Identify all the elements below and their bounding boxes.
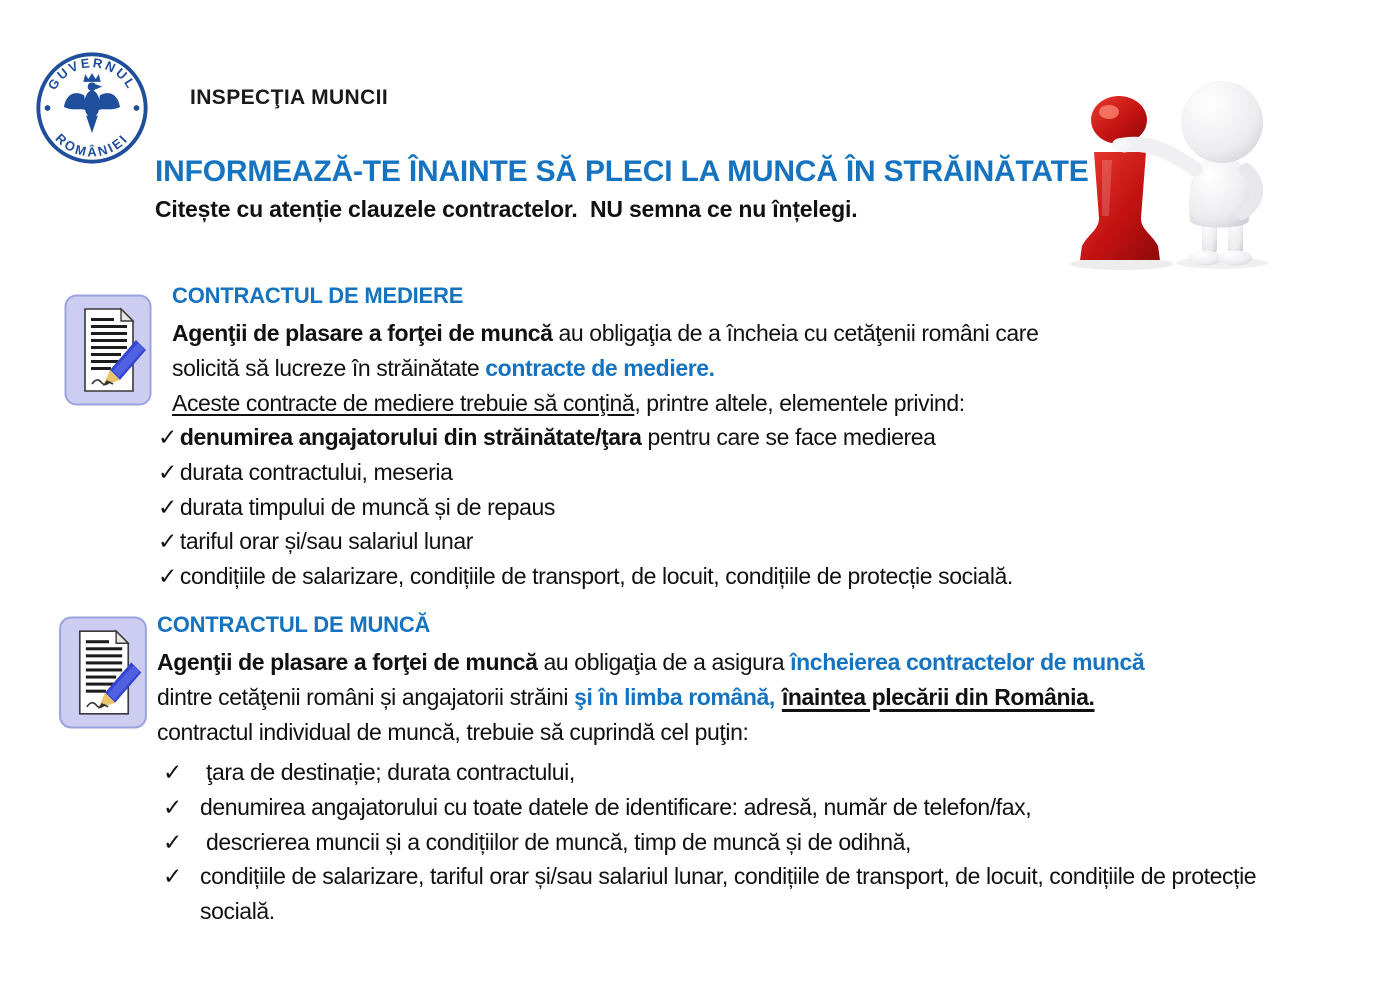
page-title: INFORMEAZĂ-TE ÎNAINTE SĂ PLECI LA MUNCĂ ÎN STRĂINĂTATE xyxy=(155,155,1089,188)
munca-term-link-b: şi în limba română, xyxy=(574,683,775,710)
logo-text-top: GUVERNUL xyxy=(44,55,140,93)
check-icon: ✓ xyxy=(163,759,182,786)
check-icon: ✓ xyxy=(163,793,182,820)
check-icon: ✓ xyxy=(163,828,182,855)
checklist-item: ✓ descrierea muncii și a condițiilor de muncă, timp de muncă și de odihnă, xyxy=(157,825,1325,860)
check-icon: ✓ xyxy=(163,863,182,890)
signed-document-icon xyxy=(64,294,152,406)
munca-intro-line2: dintre cetăţenii români și angajatorii străini xyxy=(157,683,575,710)
check-icon: ✓ xyxy=(158,424,177,451)
check-icon: ✓ xyxy=(158,493,177,520)
check-icon: ✓ xyxy=(158,458,177,485)
org-name: INSPECŢIA MUNCII xyxy=(190,86,389,109)
section-heading-mediere: CONTRACTUL DE MEDIERE xyxy=(172,283,464,308)
logo-dot-right xyxy=(134,105,140,111)
mediere-intro-rest: au obligaţia de a încheia cu cetăţenii români care xyxy=(552,320,1039,346)
checklist-item: ✓ ţara de destinație; durata contractului, xyxy=(157,755,1325,790)
munca-underlined-bold: înaintea plecării din România. xyxy=(781,683,1095,710)
check-icon: ✓ xyxy=(158,562,177,589)
section-heading-munca: CONTRACTUL DE MUNCĂ xyxy=(157,612,431,637)
section-contract-munca xyxy=(157,612,1325,928)
info-i-icon xyxy=(1080,96,1160,260)
mediere-term-link: contracte de mediere xyxy=(485,354,709,381)
page-subtitle: Citește cu atenție clauzele contractelor. NU semna ce nu înțelegi. xyxy=(155,196,858,222)
checklist-item: ✓ denumirea angajatorului cu toate datele de identificare: adresă, număr de telefon/fax, xyxy=(157,790,1325,825)
check-icon: ✓ xyxy=(158,528,177,555)
signed-document-icon xyxy=(58,616,148,729)
checklist-item: ✓ condițiile de salarizare, tariful orar și/sau salariul lunar, condițiile de transport, de locuit, condițiile de protecție socială. xyxy=(157,859,1325,928)
guvernul-romaniei-logo xyxy=(34,50,150,166)
mediere-checklist xyxy=(158,420,1308,593)
mediere-intro-period: . xyxy=(708,354,715,381)
munca-checklist xyxy=(157,755,1325,928)
logo-dot-left xyxy=(45,105,51,111)
munca-intro-text-a: au obligaţia de a asigura xyxy=(537,649,791,675)
mediere-requirement-underlined: Aceste contracte de mediere trebuie să conţină xyxy=(172,389,635,416)
munca-intro-line3: contractul individual de muncă, trebuie să cuprindă cel puţin: xyxy=(157,718,749,745)
checklist-item: ✓ condițiile de salarizare, condițiile de transport, de locuit, condițiile de protecție socială. xyxy=(158,562,1013,589)
checklist-item: ✓ denumirea angajatorului din străinătate/ţara pentru care se face medierea xyxy=(158,424,936,451)
munca-intro-bold: Agenţii de plasare a forţei de muncă xyxy=(157,649,538,675)
mediere-requirement-line xyxy=(158,386,1308,421)
section-contract-mediere xyxy=(158,283,1308,593)
mediere-requirement-rest: , printre altele, elementele privind: xyxy=(634,389,965,416)
munca-intro-paragraph xyxy=(157,645,1325,749)
checklist-item: ✓ durata timpului de muncă și de repaus xyxy=(158,493,556,520)
munca-term-link-a: încheierea contractelor de muncă xyxy=(790,649,1145,675)
mediere-intro-line2: solicită să lucreze în străinătate xyxy=(172,354,486,381)
checklist-item: ✓ durata contractului, meseria xyxy=(158,458,453,485)
mediere-intro-bold: Agenţii de plasare a forţei de muncă xyxy=(172,320,553,346)
checklist-item: ✓ tariful orar și/sau salariul lunar xyxy=(158,528,474,555)
info-figure-illustration xyxy=(1062,70,1294,272)
mediere-intro-paragraph xyxy=(158,316,1308,386)
logo-text-bottom: ROMÂNIEI xyxy=(52,130,132,160)
